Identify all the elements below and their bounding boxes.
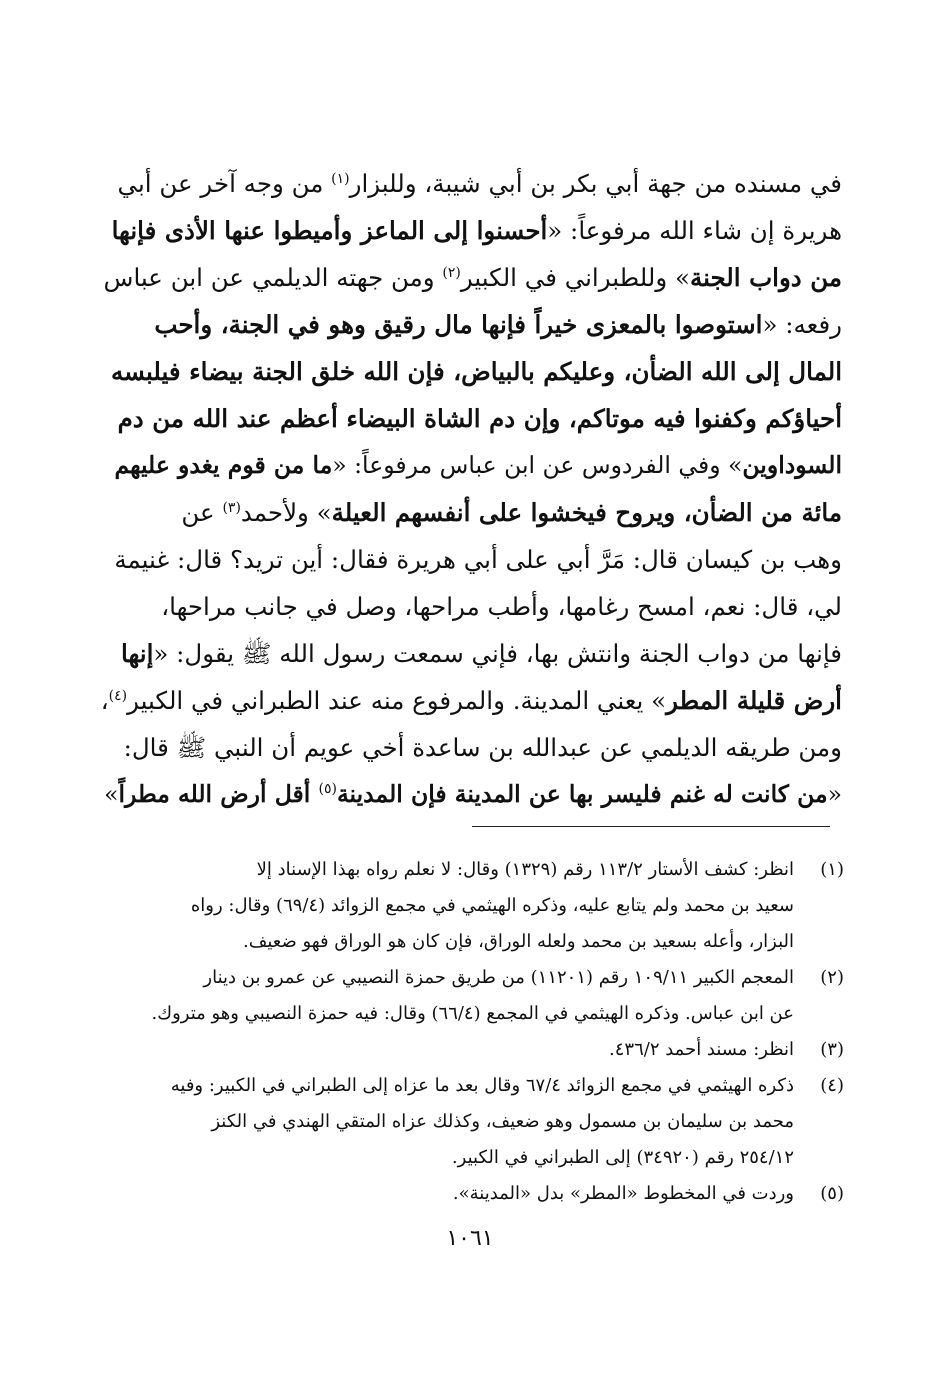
footnote [96, 1068, 844, 1176]
footnote-line: سعيد بن محمد ولم يتابع عليه، وذكره الهيثمي في مجمع الزوائد (٦٩/٤) وقال: رواه [190, 895, 794, 916]
footnote-line: محمد بن سليمان بن مسمول وهو ضعيف، وكذلك عزاه المتقي الهندي في الكنز [211, 1111, 794, 1132]
footnote-line: البزار، وأعله بسعيد بن محمد ولعله الوراق، فإن كان هو الوراق فهو ضعيف. [242, 931, 794, 952]
hadith-text: من كانت له غنم فليسر بها عن المدينة فإن المدينة [336, 780, 828, 808]
text-run: » ولأحمد [240, 498, 332, 527]
footnote-text [96, 960, 794, 1032]
text-run: ، [100, 686, 109, 715]
text-line [100, 395, 842, 442]
text-run: رفعه: « [762, 310, 842, 339]
text-line [100, 536, 842, 583]
text-run: هريرة إن شاء الله مرفوعاً: « [547, 216, 842, 245]
footnote-ref: (١) [331, 170, 350, 187]
text-line [100, 254, 842, 301]
text-run: فإنها من دواب الجنة وانتش بها، فإني سمعت رسول الله ﷺ يقول: « [153, 639, 842, 668]
text-run: ومن طريقه الديلمي عن عبدالله بن ساعدة أخي عويم أن النبي ﷺ قال: [123, 733, 842, 762]
footnote-ref: (٤) [108, 687, 128, 704]
text-run: وهب بن كيسان قال: مَرَّ أبي على أبي هريرة فقال: أين تريد؟ قال: غنيمة [114, 545, 842, 574]
text-line [100, 583, 842, 630]
footnote-number: (٤) [820, 1075, 844, 1096]
hadith-text: السوداوين [742, 451, 842, 479]
text-run: » وللطبراني في الكبير [460, 263, 690, 292]
footnote [96, 1176, 844, 1212]
hadith-text: إنها [121, 639, 154, 668]
hadith-text: أقل أرض الله مطراً [118, 780, 319, 808]
text-line [100, 160, 842, 207]
footnote-line: انظر: مسند أحمد ٤٣٦/٢. [609, 1039, 794, 1060]
footnote-line: ذكره الهيثمي في مجمع الزوائد ٦٧/٤ وقال بعد ما عزاه إلى الطبراني في الكبير: وفيه [170, 1075, 794, 1096]
footnote-text [96, 852, 794, 960]
text-line [100, 489, 842, 536]
footnote [96, 960, 844, 1032]
hadith-text: أرض قليلة المطر [666, 686, 842, 715]
hadith-text: المال إلى الله الضأن، وعليكم بالبياض، فإن الله خلق الجنة بيضاء فيلبسه [111, 357, 842, 386]
footnote-number: (٢) [820, 967, 844, 988]
footnote-text [96, 1068, 794, 1176]
text-run: « [827, 780, 842, 808]
hadith-text: ما من قوم يغدو عليهم [114, 451, 333, 479]
text-line [100, 724, 842, 771]
footnote-ref: (٢) [442, 264, 461, 281]
text-line [100, 442, 842, 489]
text-run: » [104, 780, 119, 808]
footnote [96, 1032, 844, 1068]
text-line [100, 771, 842, 818]
footnote-number: (١) [820, 859, 844, 880]
footnote [96, 852, 844, 960]
text-run: ومن جهته الديلمي عن ابن عباس [103, 263, 443, 292]
hadith-text: من دواب الجنة [689, 263, 842, 292]
hadith-text: استوصوا بالمعزى خيراً فإنها مال رقيق وهو في الجنة، وأحب [154, 310, 763, 339]
text-line [100, 630, 842, 677]
text-line [100, 207, 842, 254]
text-run: من وجه آخر عن أبي [117, 169, 332, 198]
page-number: ١٠٦١ [446, 1226, 494, 1251]
footnote-number: (٣) [820, 1039, 844, 1060]
text-run: في مسنده من جهة أبي بكر بن أبي شيبة، وللبزار [349, 169, 842, 198]
footnote-line: المعجم الكبير ١٠٩/١١ رقم (١١٢٠١) من طريق حمزة النصيبي عن عمرو بن دينار [203, 967, 794, 988]
hadith-text: أحياؤكم وكفنوا فيه موتاكم، وإن دم الشاة البيضاء أعظم عند الله من دم [117, 404, 842, 433]
footnote-text [96, 1032, 794, 1068]
footnote-separator [472, 826, 830, 827]
hadith-text: أحسنوا إلى الماعز وأميطوا عنها الأذى فإنها [111, 216, 548, 245]
footnote-ref: (٣) [222, 499, 241, 516]
footnotes-block [96, 852, 844, 1212]
text-run: » وفي الفردوس عن ابن عباس مرفوعاً: « [332, 451, 743, 479]
text-line [100, 677, 842, 724]
footnote-line: عن ابن عباس. وذكره الهيثمي في المجمع (٦٦/٤) وقال: فيه حمزة النصيبي وهو متروك. [151, 1003, 794, 1024]
main-text-block [100, 160, 842, 818]
hadith-text: مائة من الضأن، ويروح فيخشوا على أنفسهم العيلة [331, 498, 842, 527]
text-run: » يعني المدينة. والمرفوع منه عند الطبراني في الكبير [127, 686, 667, 715]
text-run: عن [181, 498, 223, 527]
footnote-number: (٥) [820, 1183, 844, 1204]
text-line [100, 348, 842, 395]
text-line [100, 301, 842, 348]
footnote-text [96, 1176, 794, 1212]
footnote-line: ٢٥٤/١٢ رقم (٣٤٩٢٠) إلى الطبراني في الكبير. [451, 1147, 794, 1168]
footnote-ref: (٥) [318, 781, 337, 798]
footnote-line: انظر: كشف الأستار ١١٣/٢ رقم (١٣٢٩) وقال: لا نعلم رواه بهذا الإسناد إلا [256, 859, 794, 880]
footnote-line: وردت في المخطوط «المطر» بدل «المدينة». [452, 1183, 794, 1204]
text-run: لي، قال: نعم، امسح رغامها، وأطب مراحها، وصل في جانب مراحها، [161, 592, 842, 621]
